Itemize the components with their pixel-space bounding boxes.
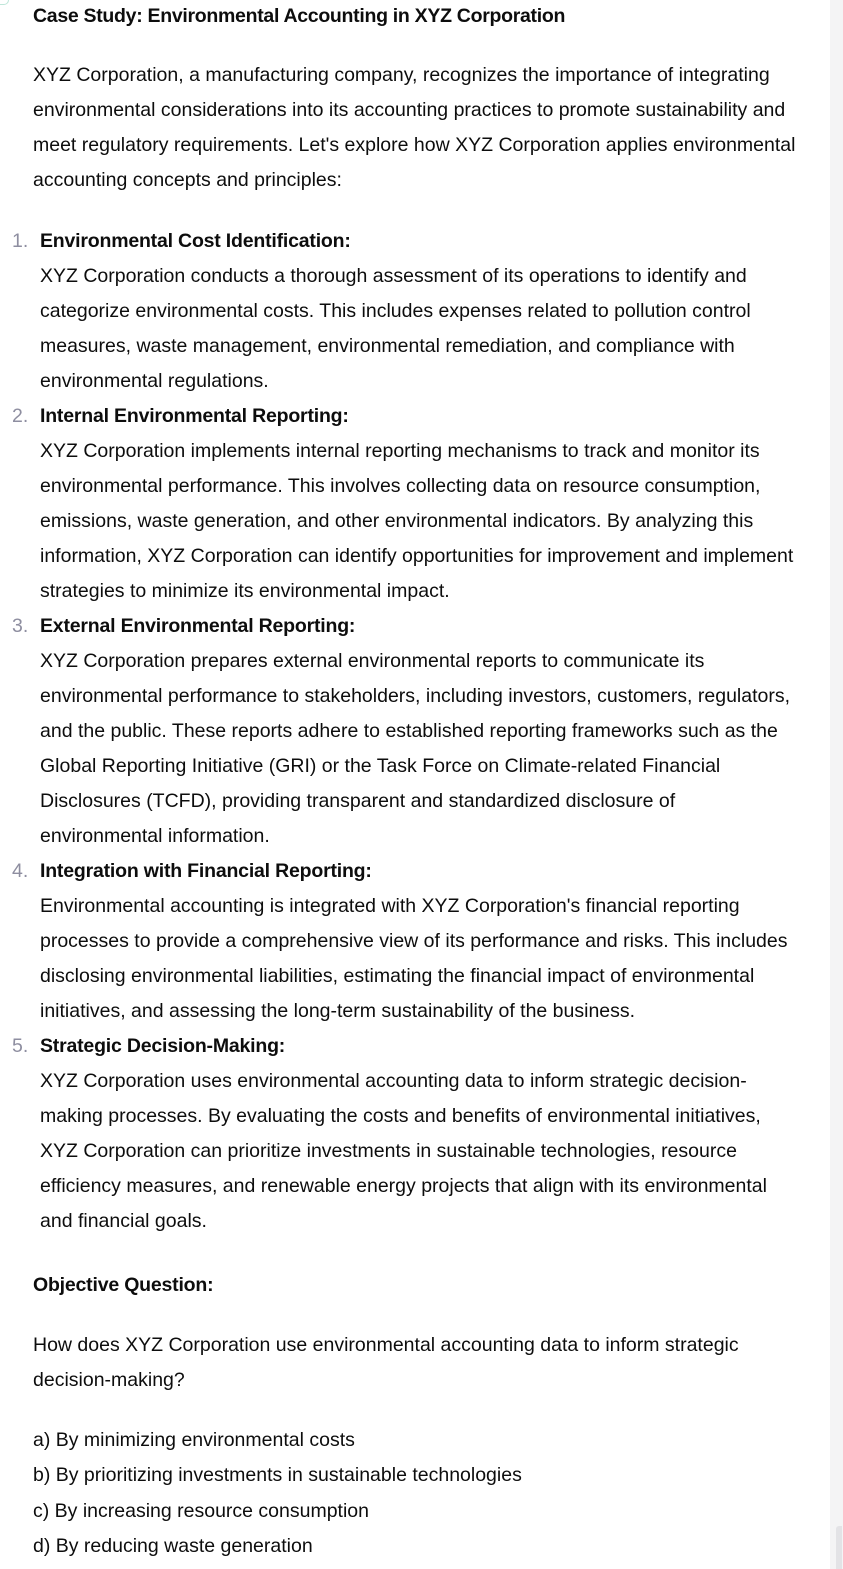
list-item-title: Strategic Decision-Making: [40,1035,286,1057]
objective-question-text: How does XYZ Corporation use environmental accounting data to inform strategic decision-making? [33,1334,739,1391]
list-item-number: 5. [12,1035,29,1057]
list-item-title: Integration with Financial Reporting: [40,860,372,882]
list-item-number: 1. [12,230,29,252]
list-item-title: Environmental Cost Identification: [40,230,351,252]
list-item-body: XYZ Corporation conducts a thorough assessment of its operations to identify and categorize environmental costs. This includes expenses related to pollution control measures, waste management, environmental remediation, and compliance with environmental regulations. [40,265,751,392]
answer-options [33,1423,803,1564]
answer-option: b) By prioritizing investments in sustainable technologies [33,1464,522,1487]
list-item-body: XYZ Corporation implements internal reporting mechanisms to track and monitor its environmental performance. This involves collecting data on resource consumption, emissions, waste generation, and other environmental indicators. By analyzing this information, XYZ Corporation can identify opportunities for improvement and implement strategies to minimize its environmental impact. [40,440,794,602]
scrollbar-thumb[interactable] [836,1526,842,1569]
list-item [0,609,800,854]
scrollbar-track[interactable] [830,0,843,1569]
avatar-edge [0,0,9,5]
list-item-number: 3. [12,615,29,637]
list-item-body: Environmental accounting is integrated with XYZ Corporation's financial reporting processes to provide a comprehensive view of its performance and risks. This includes disclosing environmental liabilities, estimating the financial impact of environmental initiatives, and assessing the long-term sustainability of the business. [40,895,788,1022]
principles-list [0,224,800,1239]
objective-question-title: Objective Question: [33,1274,214,1296]
list-item-body: XYZ Corporation prepares external environmental reports to communicate its environmental performance to stakeholders, including investors, customers, regulators, and the public. These reports adhere to established reporting frameworks such as the Global Reporting Initiative (GRI) or the Task Force on Climate-related Financial Disclosures (TCFD), providing transparent and standardized disclosure of environmental information. [40,650,791,847]
list-item-number: 4. [12,860,29,882]
answer-option: d) By reducing waste generation [33,1534,313,1557]
list-item [0,399,800,609]
list-item [0,1029,800,1239]
list-item [0,224,800,399]
case-study-title: Case Study: Environmental Accounting in XYZ Corporation [33,5,566,27]
list-item [0,854,800,1029]
answer-option: a) By minimizing environmental costs [33,1429,355,1451]
list-item-number: 2. [12,405,29,427]
list-item-body: XYZ Corporation uses environmental accounting data to inform strategic decision-making processes. By evaluating the costs and benefits of environmental initiatives, XYZ Corporation can prioritize investments in sustainable technologies, resource efficiency measures, and renewable energy projects that align with its environmental and financial goals. [40,1070,767,1232]
list-item-title: External Environmental Reporting: [40,615,356,637]
answer-option: c) By increasing resource consumption [33,1499,369,1522]
intro-paragraph: XYZ Corporation, a manufacturing company, recognizes the importance of integrating environmental considerations into its accounting practices to promote sustainability and meet regulatory requirements. Let's explore how XYZ Corporation applies environmental accounting concepts and principles: [33,64,796,191]
list-item-title: Internal Environmental Reporting: [40,405,349,427]
